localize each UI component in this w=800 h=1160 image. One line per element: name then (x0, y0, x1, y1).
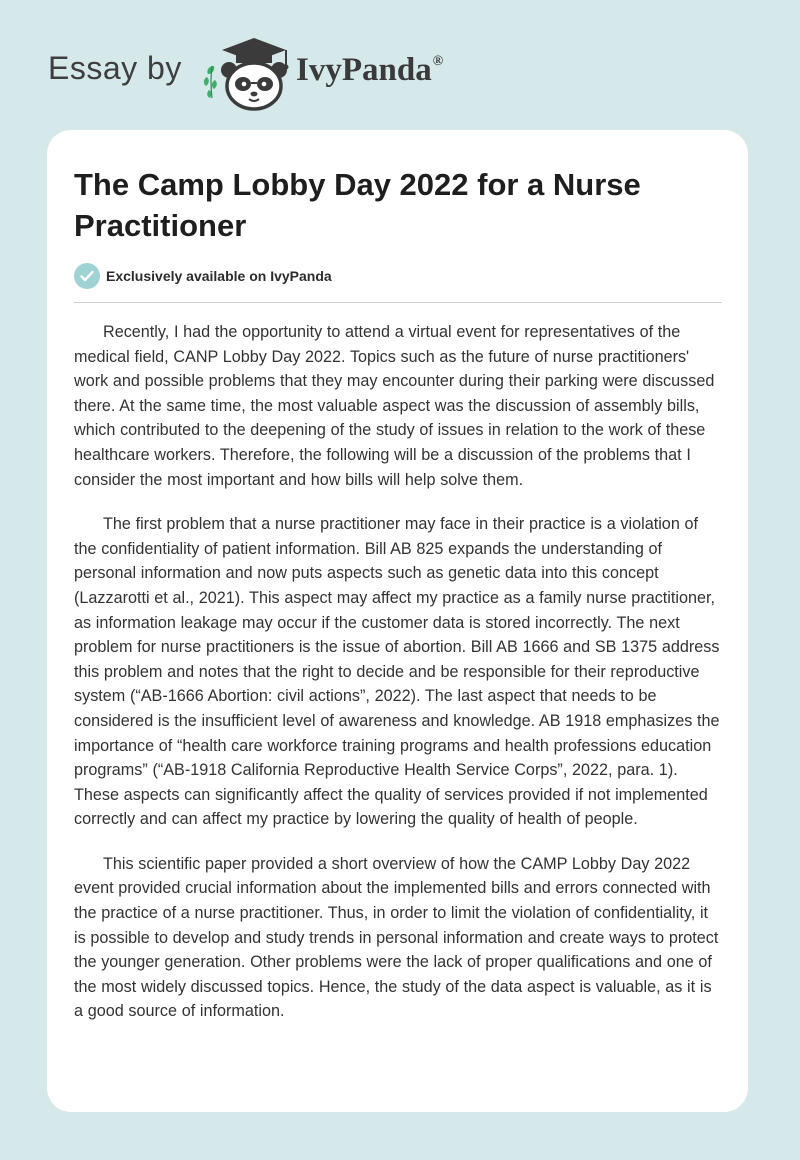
exclusive-badge (74, 263, 332, 289)
title-divider (74, 302, 722, 303)
check-circle-icon (74, 263, 100, 289)
essay-card (47, 130, 748, 1112)
ivy-leaf-icon (204, 66, 217, 98)
essay-paragraph: The first problem that a nurse practitioner may face in their practice is a violation of the confidentiality of patient information. Bill AB 825 expands the understanding of personal information and now puts aspects such as genetic data into this concept (Lazzarotti et al., 2021). This aspect may affect my practice as a family nurse practitioner, as information leakage may occur if the customer data is stored incorrectly. The next problem for nurse practitioners is the issue of abortion. Bill AB 1666 and SB 1375 address this problem and notes that the right to decide and be responsible for their reproductive system (“AB-1666 Abortion: civil actions”, 2022). The last aspect that needs to be considered is the insufficient level of awareness and knowledge. AB 1918 emphasizes the importance of “health care workforce training programs and health professions education programs” (“AB-1918 California Reproductive Health Service Corps”, 2022, para. 1). These aspects can significantly affect the quality of services provided if not implemented correctly and can affect my practice by lowering the quality of health of people. (74, 515, 720, 829)
essay-by-label: Essay by (48, 50, 182, 86)
exclusive-badge-label: Exclusively available on IvyPanda (106, 268, 332, 284)
essay-paragraph: This scientific paper provided a short overview of how the CAMP Lobby Day 2022 event provided crucial information about the implemented bills and errors connected with the practice of a nurse practitioner. Thus, in order to limit the violation of confidentiality, it is possible to develop and study trends in personal information and create ways to protect the younger generation. Other problems were the lack of proper qualifications and one of the most widely discussed topics. Hence, the study of the data aspect is valuable, as it is a good source of information. (74, 854, 719, 1021)
essay-paragraph: Recently, I had the opportunity to attend a virtual event for representatives of the medical field, CANP Lobby Day 2022. Topics such as the future of nurse practitioners' work and possible problems that they may encounter during their parking were discussed there. At the same time, the most valuable aspect was the discussion of assembly bills, which contributed to the deepening of the study of issues in relation to the work of these healthcare workers. Therefore, the following will be a discussion of the problems that I consider the most important and how bills will help solve them. (74, 323, 715, 489)
brand-name[interactable] (296, 52, 443, 89)
ivypanda-logo[interactable] (200, 36, 296, 112)
essay-title: The Camp Lobby Day 2022 for a Nurse Practitioner (74, 167, 641, 243)
site-header (0, 0, 800, 120)
registered-mark: ® (432, 54, 444, 69)
brand-name-text: IvyPanda (296, 52, 432, 88)
essay-body (74, 320, 724, 1044)
panda-graduate-logo-icon (200, 36, 296, 112)
